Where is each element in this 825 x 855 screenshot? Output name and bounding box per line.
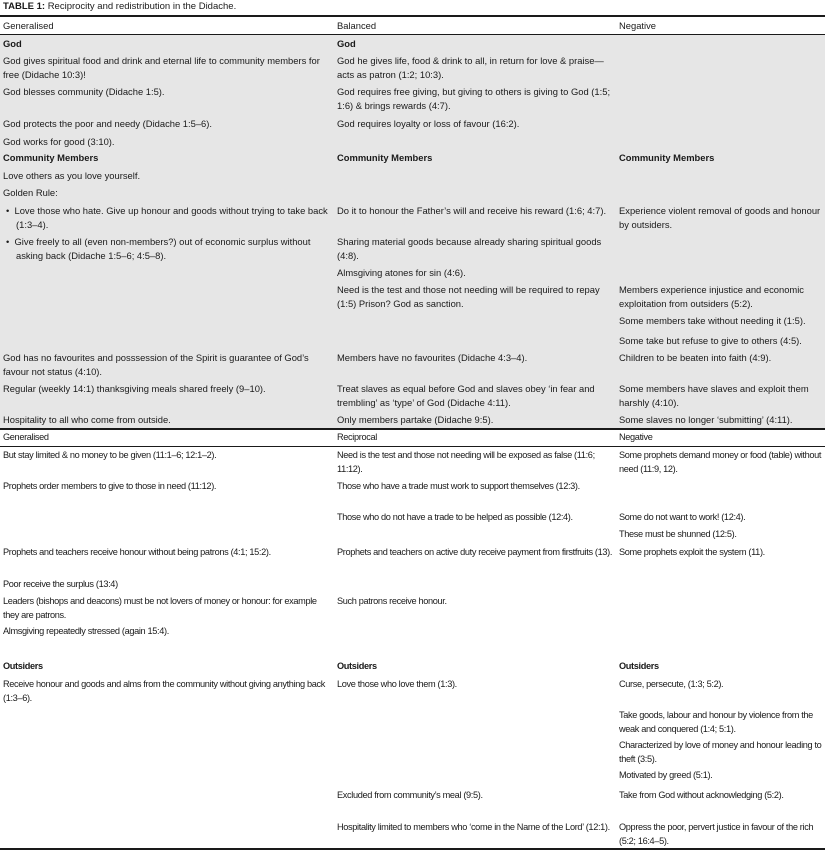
table-cell: Motivated by greed (5:1). <box>619 770 713 780</box>
column-header-generalised: Generalised <box>3 20 54 31</box>
table-cell: Prophets order members to give to those in need (11:12). <box>3 481 217 491</box>
table-cell: Curse, persecute, (1:3; 5:2). <box>619 679 724 689</box>
table-cell: Sharing material goods because already sharing spiritual goods (4:8). <box>337 236 602 261</box>
table-cell: God gives spiritual food and drink and eternal life to community members for free (Didache 10:3)! <box>3 55 320 80</box>
table-cell: • Give freely to all (even non-members?) out of economic surplus without asking back (Didache 1:5–6; 4:5–8). <box>3 235 338 262</box>
table-cell: Members experience injustice and economic exploitation from outsiders (5:2). <box>619 284 804 309</box>
section-divider-rule <box>0 428 825 430</box>
table-cell: Some members take without needing it (1:5). <box>619 315 806 326</box>
table-subheading: Outsiders <box>337 661 377 671</box>
table-cell: Some take but refuse to give to others (4:5). <box>619 335 802 346</box>
table-cell: Take goods, labour and honour by violence from the weak and conquered (1:4; 5:1). <box>619 710 813 734</box>
table-cell: Treat slaves as equal before God and slaves obey ‘in fear and trembling’ as ‘type’ of God (Didache 4:11). <box>337 383 595 408</box>
table-cell: Leaders (bishops and deacons) must be not lovers of money or honour: for example they are patrons. <box>3 596 317 620</box>
table-cell: • Love those who hate. Give up honour and goods without trying to take back (1:3–4). <box>3 204 338 231</box>
table-cell: Need is the test and those not needing will be required to repay (1:5) Prison? God as sanction. <box>337 284 600 309</box>
table-cell: Only members partake (Didache 9:5). <box>337 414 494 425</box>
table-subheading: Community Members <box>619 152 715 163</box>
table-cell: Some do not want to work! (12:4). <box>619 512 746 522</box>
table-cell: Some members have slaves and exploit them harshly (4:10). <box>619 383 809 408</box>
column-header-negative: Negative <box>619 432 653 442</box>
table-cell: Characterized by love of money and honour leading to theft (3:5). <box>619 740 822 764</box>
table-caption <box>3 0 236 13</box>
table-cell: But stay limited & no money to be given (11:1–6; 12:1–2). <box>3 450 217 460</box>
column-header-reciprocal: Reciprocal <box>337 432 377 442</box>
table-subheading: God <box>3 38 22 49</box>
table-cell: Prophets and teachers on active duty receive payment from firstfruits (13). <box>337 547 613 557</box>
table-cell: Do it to honour the Father’s will and receive his reward (1:6; 4:7). <box>337 205 607 216</box>
table-cell: Take from God without acknowledging (5:2). <box>619 790 784 800</box>
table-title: Reciprocity and redistribution in the Didache. <box>47 1 237 12</box>
table-cell: Children to be beaten into faith (4:9). <box>619 352 772 363</box>
table-cell: Oppress the poor, pervert justice in favour of the rich (5:2; 16:4–5). <box>619 822 814 846</box>
table-cell: Almsgiving atones for sin (4:6). <box>337 267 466 278</box>
table-label: TABLE 1: <box>3 1 46 12</box>
column-header-balanced: Balanced <box>337 20 377 31</box>
table-cell: God blesses community (Didache 1:5). <box>3 86 165 97</box>
table-cell: God has no favourites and posssession of the Spirit is guarantee of God’s favour not status (4:10). <box>3 352 309 377</box>
column-header-generalised: Generalised <box>3 432 49 442</box>
table-cell: Some prophets demand money or food (table) without need (11:9, 12). <box>619 450 822 474</box>
table-cell: Prophets and teachers receive honour without being patrons (4:1; 15:2). <box>3 547 271 557</box>
table-cell: Love others as you love yourself. <box>3 170 141 181</box>
table-cell: Poor receive the surplus (13:4) <box>3 579 118 589</box>
table-subheading: Community Members <box>3 152 99 163</box>
table-cell: Members have no favourites (Didache 4:3–4). <box>337 352 528 363</box>
table-cell: Regular (weekly 14:1) thanksgiving meals shared freely (9–10). <box>3 383 266 394</box>
table-cell: Excluded from community’s meal (9:5). <box>337 790 483 800</box>
top-rule <box>0 15 825 17</box>
table-cell: Receive honour and goods and alms from the community without giving anything back (1:3–6). <box>3 679 325 703</box>
table-cell: God requires loyalty or loss of favour (16:2). <box>337 118 520 129</box>
table-cell: Some prophets exploit the system (11). <box>619 547 765 557</box>
table-subheading: Community Members <box>337 152 433 163</box>
table-cell: Hospitality to all who come from outside. <box>3 414 171 425</box>
table-subheading: God <box>337 38 356 49</box>
table-cell: Such patrons receive honour. <box>337 596 447 606</box>
table-cell: God works for good (3:10). <box>3 136 115 147</box>
table-cell: Love those who love them (1:3). <box>337 679 457 689</box>
table-cell: These must be shunned (12:5). <box>619 529 737 539</box>
column-header-negative: Negative <box>619 20 657 31</box>
table-cell: Those who do not have a trade to be helped as possible (12:4). <box>337 512 573 522</box>
table-cell: God he gives life, food & drink to all, in return for love & praise—acts as patron (1:2; 10:3). <box>337 55 604 80</box>
table-cell: Golden Rule: <box>3 187 58 198</box>
header-rule-2 <box>0 446 825 447</box>
table-subheading: Outsiders <box>3 661 43 671</box>
table-cell: Some slaves no longer ‘submitting’ (4:11). <box>619 414 793 425</box>
table-subheading: Outsiders <box>619 661 659 671</box>
table-cell: Need is the test and those not needing will be exposed as false (11:6; 11:12). <box>337 450 595 474</box>
table-cell: Almsgiving repeatedly stressed (again 15:4). <box>3 626 169 636</box>
table-cell: Those who have a trade must work to support themselves (12:3). <box>337 481 580 491</box>
table-cell: God protects the poor and needy (Didache 1:5–6). <box>3 118 212 129</box>
table-cell: Hospitality limited to members who ‘come in the Name of the Lord’ (12:1). <box>337 822 610 832</box>
table-cell: God requires free giving, but giving to others is giving to God (1:5; 1:6) & brings rewards (4:7). <box>337 86 611 111</box>
bottom-rule <box>0 848 825 850</box>
table-cell: Experience violent removal of goods and honour by outsiders. <box>619 205 821 230</box>
